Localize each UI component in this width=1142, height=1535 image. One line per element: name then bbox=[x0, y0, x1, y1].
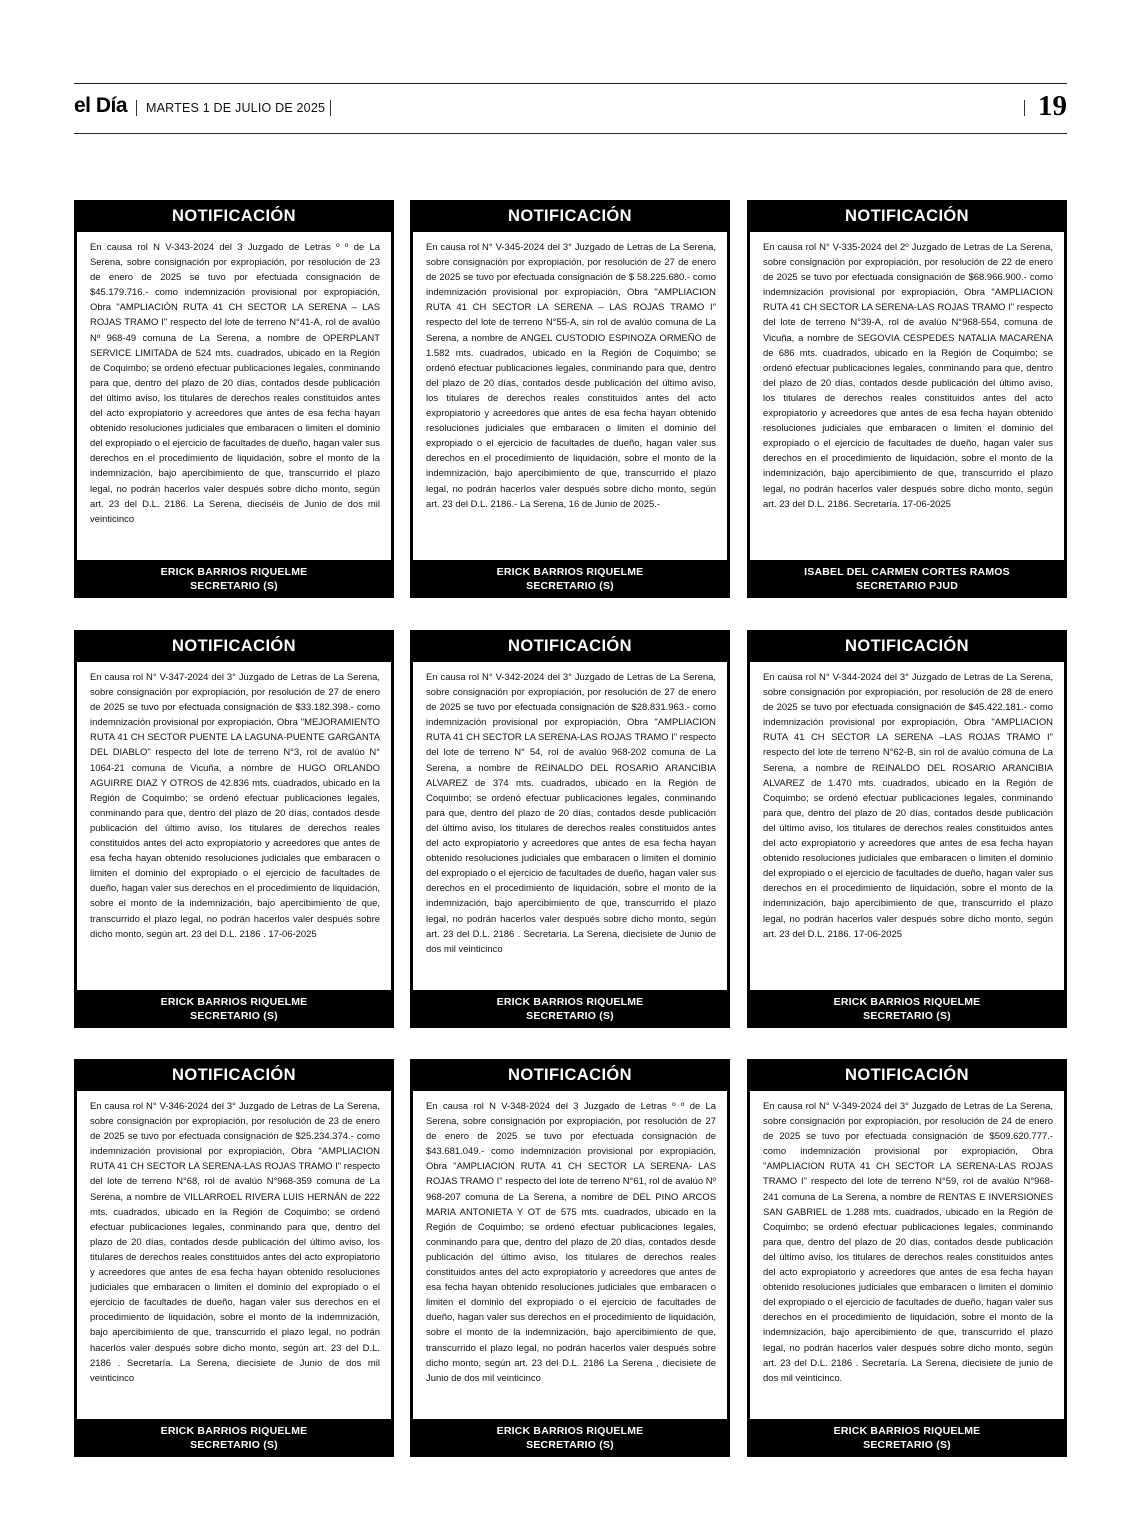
notice-body: En causa rol N° V-349-2024 del 3° Juzgado de Letras de La Serena, sobre consignación por expropiación, por resolución de 24 de enero de 2025 se tuvo por efectuada consignación de $509.620.777.- como indemnización provisional por expropiación, Obra "AMPLIACION RUTA 41 CH SECTOR LA SERENA-LAS ROJAS TRAMO I" respecto del lote de terreno N°59, rol de avalúo N°968-241 comuna de La Serena, a nombre de RENTAS E INVERSIONES SAN GABRIEL de 1.288 mts. cuadrados, ubicado en la Región de Coquimbo; se ordenó efectuar publicaciones legales, conminando para que, dentro del plazo de 20 días, contados desde publicación del último aviso, los titulares de derechos reales constituidos antes del acto expropiatorio y acreedores que antes de esa fecha hayan obtenido resoluciones judiciales que embaracen o limiten el dominio del expropiado o el ejercicio de facultades de dueño, hagan valer sus derechos en el procedimiento de liquidación, sobre el monto de la indemnización, bajo apercibimiento de que, transcurrido el plazo legal, no podrán hacerlos valer después sobre dicho monto, según art. 23 del D.L. 2186 . Secretaría. La Serena, diecisiete de junio de dos mil veinticinco. bbox=[750, 1091, 1064, 1419]
header-bottom-rule bbox=[74, 133, 1067, 134]
header-divider bbox=[330, 100, 331, 116]
signer-name: ERICK BARRIOS RIQUELME bbox=[496, 996, 644, 1008]
legal-notice bbox=[747, 630, 1067, 1028]
notice-body: En causa rol N° V-347-2024 del 3° Juzgado de Letras de La Serena, sobre consignación por expropiación, por resolución de 27 de enero de 2025 se tuvo por efectuada consignación de $33.182.398.- como indemnización provisional por expropiación, Obra "MEJORAMIENTO RUTA 41 CH SECTOR PUENTE LA LAGUNA-PUENTE GARGANTA DEL DIABLO" respecto del lote de terreno N°3, rol de avalúo N° 1064-21 comuna de Vicuña, a nombre de HUGO ORLANDO AGUIRRE DIAZ Y OTROS de 42.836 mts. cuadrados, ubicado en la Región de Coquimbo; se ordenó efectuar publicaciones legales, conminando para que, dentro del plazo de 20 días, contados desde publicación del último aviso, los titulares de derechos reales constituidos antes del acto expropiatorio y acreedores que antes de esa fecha hayan obtenido resoluciones judiciales que embaracen o limiten el dominio del expropiado o el ejercicio de facultades de dueño, hagan valer sus derechos en el procedimiento de liquidación, sobre el monto de la indemnización, bajo apercibimiento de que, transcurrido el plazo legal, no podrán hacerlos valer después sobre dicho monto, según art. 23 del D.L. 2186 . 17-06-2025 bbox=[77, 662, 391, 990]
signer-name: ERICK BARRIOS RIQUELME bbox=[496, 1425, 644, 1437]
notice-title: NOTIFICACIÓN bbox=[845, 637, 969, 655]
notice-body: En causa rol N V-343-2024 del 3 Juzgado de Letras º º de La Serena, sobre consignación por expropiación, por resolución de 23 de enero de 2025 se tuvo por efectuada consignación de $45.179.716.- como indemnización provisional por expropiación, Obra "AMPLIACIÓN RUTA 41 CH SECTOR LA SERENA – LAS ROJAS TRAMO I" respecto del lote de terreno N°41-A, rol de avalúo Nº 968-49 comuna de La Serena, a nombre de OPERPLANT SERVICE LIMITADA de 524 mts. cuadrados, ubicado en la Región de Coquimbo; se ordenó efectuar publicaciones legales, conminando para que, dentro del plazo de 20 días, contados desde publicación del último aviso, los titulares de derechos reales constituidos antes del acto expropiatorio y acreedores que antes de esa fecha hayan obtenido resoluciones judiciales que embaracen o limiten el dominio del expropiado o el ejercicio de facultades de dueño, hagan valer sus derechos en el procedimiento de liquidación, sobre el monto de la indemnización, bajo apercibimiento de que, transcurrido el plazo legal, no podrán hacerlos valer después sobre dicho monto, según art. 23 del D.L. 2186. La Serena, dieciséis de Junio de dos mil veinticinco bbox=[77, 232, 391, 560]
legal-notice bbox=[74, 630, 394, 1028]
page-header bbox=[74, 90, 1067, 124]
signer-role: SECRETARIO (S) bbox=[863, 1439, 951, 1451]
legal-notice bbox=[410, 630, 730, 1028]
notice-title: NOTIFICACIÓN bbox=[172, 1066, 296, 1084]
signer-name: ERICK BARRIOS RIQUELME bbox=[496, 566, 644, 578]
page-number: 19 bbox=[1038, 90, 1067, 122]
signer-role: SECRETARIO (S) bbox=[190, 1439, 278, 1451]
signer-role: SECRETARIO (S) bbox=[190, 1010, 278, 1022]
legal-notice bbox=[410, 1059, 730, 1457]
signer-role: SECRETARIO (S) bbox=[526, 580, 614, 592]
legal-notice bbox=[747, 200, 1067, 598]
signer-role: SECRETARIO (S) bbox=[863, 1010, 951, 1022]
notice-signature bbox=[747, 560, 1067, 598]
newspaper-logo: el Día bbox=[74, 94, 128, 117]
notice-signature bbox=[747, 990, 1067, 1028]
signer-role: SECRETARIO PJUD bbox=[856, 580, 958, 592]
notice-signature bbox=[74, 990, 394, 1028]
notice-title: NOTIFICACIÓN bbox=[845, 207, 969, 225]
notice-title: NOTIFICACIÓN bbox=[172, 207, 296, 225]
notice-body: En causa rol N° V-346-2024 del 3° Juzgado de Letras de La Serena, sobre consignación por expropiación, por resolución de 23 de enero de 2025 se tuvo por efectuada consignación de $25.234.374.- como indemnización provisional por expropiación, Obra "AMPLIACION RUTA 41 CH SECTOR LA SERENA-LAS ROJAS TRAMO I" respecto del lote de terreno N°68, rol de avalúo N°968-359 comuna de La Serena, a nombre de VILLARROEL RIVERA LUIS HERNÁN de 222 mts. cuadrados, ubicado en la Región de Coquimbo; se ordenó efectuar publicaciones legales, conminando para que, dentro del plazo de 20 días, contados desde publicación del último aviso, los titulares de derechos reales constituidos antes del acto expropiatorio y acreedores que antes de esa fecha hayan obtenido resoluciones judiciales que embaracen o limiten el dominio del expropiado o el ejercicio de facultades de dueño, hagan valer sus derechos en el procedimiento de liquidación, sobre el monto de la indemnización, bajo apercibimiento de que, transcurrido el plazo legal, no podrán hacerlos valer después sobre dicho monto, según art. 23 del D.L. 2186 . Secretaría. La Serena, diecisiete de Junio de dos mil veinticinco bbox=[77, 1091, 391, 1419]
signer-name: ERICK BARRIOS RIQUELME bbox=[160, 996, 308, 1008]
signer-role: SECRETARIO (S) bbox=[190, 580, 278, 592]
notice-signature bbox=[410, 990, 730, 1028]
signer-role: SECRETARIO (S) bbox=[526, 1010, 614, 1022]
notice-signature bbox=[410, 1419, 730, 1457]
notice-title: NOTIFICACIÓN bbox=[508, 1066, 632, 1084]
notice-signature bbox=[410, 560, 730, 598]
notice-signature bbox=[74, 560, 394, 598]
notice-signature bbox=[747, 1419, 1067, 1457]
notice-body: En causa rol N V-348-2024 del 3 Juzgado de Letras º º de La Serena, sobre consignación por expropiación, por resolución de 27 de enero de 2025 se tuvo por efectuada consignación de $43.681.049.- como indemnización provisional por expropiación, Obra "AMPLIACION RUTA 41 CH SECTOR LA SERENA- LAS ROJAS TRAMO I" respecto del lote de terreno N°61, rol de avalúo Nº 968-207 comuna de La Serena, a nombre de DEL PINO ARCOS MARIA ANTONIETA Y OT de 575 mts. cuadrados, ubicado en la Región de Coquimbo; se ordenó efectuar publicaciones legales, conminando para que, dentro del plazo de 20 días, contados desde publicación del último aviso, los titulares de derechos reales constituidos antes del acto expropiatorio y acreedores que antes de esa fecha hayan obtenido resoluciones judiciales que embaracen o limiten el dominio del expropiado o el ejercicio de facultades de dueño, hagan valer sus derechos en el procedimiento de liquidación, sobre el monto de la indemnización, bajo apercibimiento de que, transcurrido el plazo legal, no podrán hacerlos valer después sobre dicho monto, según art. 23 del D.L. 2186 La Serena , diecisiete de Junio de dos mil veinticinco bbox=[413, 1091, 727, 1419]
legal-notice bbox=[747, 1059, 1067, 1457]
notice-title: NOTIFICACIÓN bbox=[845, 1066, 969, 1084]
notice-body: En causa rol N° V-344-2024 del 3° Juzgado de Letras de La Serena, sobre consignación por expropiación, por resolución de 28 de enero de 2025 se tuvo por efectuada consignación de $45.422.181.- como indemnización provisional por expropiación, Obra "AMPLIACION RUTA 41 CH SECTOR LA SERENA –LAS ROJAS TRAMO I" respecto del lote de terreno N°62-B, sin rol de avalúo comuna de La Serena, a nombre de REINALDO DEL ROSARIO ARANCIBIA ALVAREZ de 1.470 mts. cuadrados, ubicado en la Región de Coquimbo; se ordenó efectuar publicaciones legales, conminando para que, dentro del plazo de 20 días, contados desde publicación del último aviso, los titulares de derechos reales constituidos antes del acto expropiatorio y acreedores que antes de esa fecha hayan obtenido resoluciones judiciales que embaracen o limiten el dominio del expropiado o el ejercicio de facultades de dueño, hagan valer sus derechos en el procedimiento de liquidación, sobre el monto de la indemnización, bajo apercibimiento de que, transcurrido el plazo legal, no podrán hacerlos valer después sobre dicho monto, según art. 23 del D.L. 2186. 17-06-2025 bbox=[750, 662, 1064, 990]
signer-role: SECRETARIO (S) bbox=[526, 1439, 614, 1451]
notice-body: En causa rol N° V-345-2024 del 3° Juzgado de Letras de La Serena, sobre consignación por expropiación, por resolución de 27 de enero de 2025 se tuvo por efectuada consignación de $ 58.225.680.- como indemnización provisional por expropiación, Obra "AMPLIACION RUTA 41 CH SECTOR LA SERENA – LAS ROJAS TRAMO I" respecto del lote de terreno N°55-A, sin rol de avalúo comuna de La Serena, a nombre de ANGEL CUSTODIO ESPINOZA ORMEÑO de 1.582 mts. cuadrados, ubicado en la Región de Coquimbo; se ordenó efectuar publicaciones legales, conminando para que, dentro del plazo de 20 días, contados desde publicación del último aviso, los titulares de derechos reales constituidos antes del acto expropiatorio y acreedores que antes de esa fecha hayan obtenido resoluciones judiciales que embaracen o limiten el dominio del expropiado o el ejercicio de facultades de dueño, hagan valer sus derechos en el procedimiento de liquidación, sobre el monto de la indemnización, bajo apercibimiento de que, transcurrido el plazo legal, no podrán hacerlos valer después sobre dicho monto, según art. 23 del D.L. 2186.- La Serena, 16 de Junio de 2025.- bbox=[413, 232, 727, 560]
legal-notice bbox=[74, 200, 394, 598]
issue-date: MARTES 1 DE JULIO DE 2025 bbox=[146, 101, 326, 115]
legal-notice bbox=[410, 200, 730, 598]
signer-name: ERICK BARRIOS RIQUELME bbox=[160, 566, 308, 578]
signer-name: ERICK BARRIOS RIQUELME bbox=[833, 1425, 981, 1437]
signer-name: ERICK BARRIOS RIQUELME bbox=[160, 1425, 308, 1437]
notice-title: NOTIFICACIÓN bbox=[508, 207, 632, 225]
legal-notice bbox=[74, 1059, 394, 1457]
notice-body: En causa rol N° V-335-2024 del 2º Juzgado de Letras de La Serena, sobre consignación por expropiación, por resolución de 22 de enero de 2025 se tuvo por efectuada consignación de $68.966.900.- como indemnización provisional por expropiación, Obra "AMPLIACION RUTA 41 CH SECTOR LA SERENA-LAS ROJAS TRAMO I" respecto del lote de terreno N°39-A, rol de avalúo N°968-554, comuna de Vicuña, a nombre de SEGOVIA CESPEDES NATALIA MACARENA de 686 mts. cuadrados, ubicado en la Región de Coquimbo; se ordenó efectuar publicaciones legales, conminando para que, dentro del plazo de 20 días, contados desde publicación del último aviso, los titulares de derechos reales constituidos antes del acto expropiatorio y acreedores que antes de esa fecha hayan obtenido resoluciones judiciales que embaracen o limiten el dominio del expropiado o el ejercicio de facultades de dueño, hagan valer sus derechos en el procedimiento de liquidación, sobre el monto de la indemnización, bajo apercibimiento de que, transcurrido el plazo legal, no podrán hacerlos valer después sobre dicho monto, según art. 23 del D.L. 2186. Secretaría. 17-06-2025 bbox=[750, 232, 1064, 560]
signer-name: ISABEL DEL CARMEN CORTES RAMOS bbox=[804, 566, 1010, 578]
notice-signature bbox=[74, 1419, 394, 1457]
notice-body: En causa rol N° V-342-2024 del 3° Juzgado de Letras de La Serena, sobre consignación por expropiación, por resolución de 27 de enero de 2025 se tuvo por efectuada consignación de $28.831.963.- como indemnización provisional por expropiación, Obra "AMPLIACION RUTA 41 CH SECTOR LA SERENA-LAS ROJAS TRAMO I" respecto del lote de terreno N° 54, rol de avalúo 968-202 comuna de La Serena, a nombre de REINALDO DEL ROSARIO ARANCIBIA ALVAREZ de 374 mts. cuadrados, ubicado en la Región de Coquimbo; se ordenó efectuar publicaciones legales, conminando para que, dentro del plazo de 20 días, contados desde publicación del último aviso, los titulares de derechos reales constituidos antes del acto expropiatorio y acreedores que antes de esa fecha hayan obtenido resoluciones judiciales que embaracen o limiten el dominio del expropiado o el ejercicio de facultades de dueño, hagan valer sus derechos en el procedimiento de liquidación, sobre el monto de la indemnización, bajo apercibimiento de que, transcurrido el plazo legal, no podrán hacerlos valer después sobre dicho monto, según art. 23 del D.L. 2186 . Secretaría. La Serena, diecisiete de Junio de dos mil veinticinco bbox=[413, 662, 727, 990]
notice-title: NOTIFICACIÓN bbox=[172, 637, 296, 655]
header-divider bbox=[1024, 100, 1025, 116]
header-top-rule bbox=[74, 83, 1067, 84]
header-divider bbox=[136, 100, 137, 116]
notice-title: NOTIFICACIÓN bbox=[508, 637, 632, 655]
signer-name: ERICK BARRIOS RIQUELME bbox=[833, 996, 981, 1008]
